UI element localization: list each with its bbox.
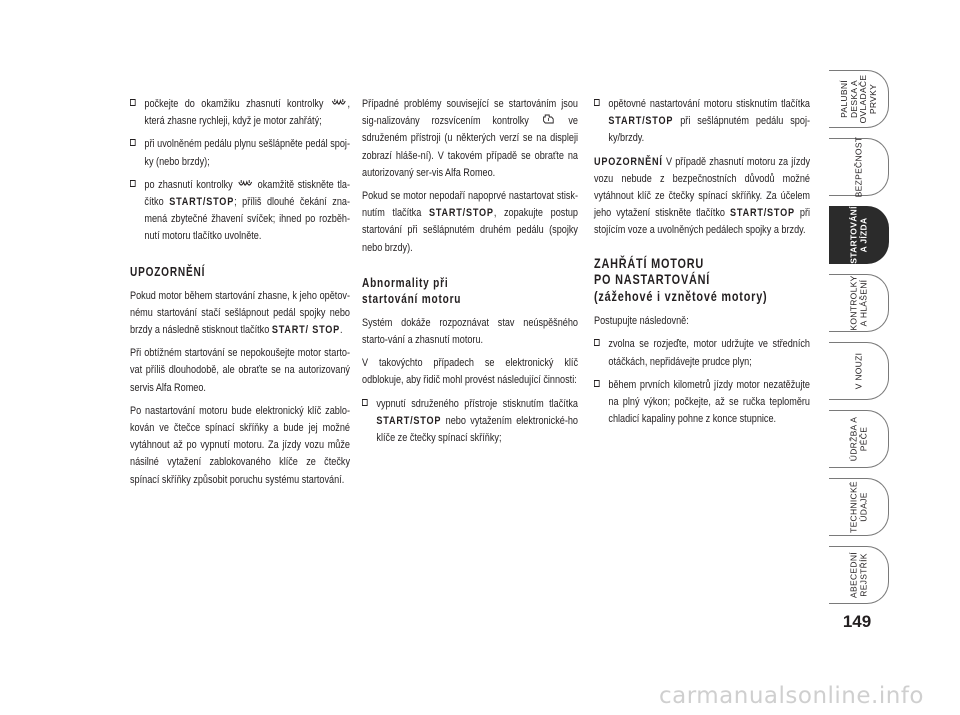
bullet-text: zvolna se rozjeďte, motor udržujte ve středních otáčkách, nepřidávejte prudce plyn; xyxy=(608,338,810,368)
bullet-text: počkejte do okamžiku zhasnutí kontrolky xyxy=(144,98,324,110)
paragraph-text: Případné problémy související se startováním jsou sig-nalizovány rozsvícením kontrolky xyxy=(362,98,578,128)
bullet-item xyxy=(594,377,810,429)
bullet-item xyxy=(594,336,810,370)
bullet-text: okamžitě stiskněte tla-čítko xyxy=(144,178,350,209)
paragraph xyxy=(362,96,578,182)
paragraph: Systém dokáže rozpoznávat stav neúspěšného starto-vání a zhasnutí motoru. xyxy=(362,316,578,347)
checkbox-bullet-icon xyxy=(130,139,136,146)
tab-label: ÚDRŽBA A PÉČE xyxy=(848,416,868,462)
bullet-text: nebo vytažením elektronické-ho klíče ze čtečky spínací skříňky; xyxy=(376,414,578,445)
paragraph-text: , zopakujte postup startování při sešlápnutém druhém pedálu (spojky nebo brzdy). xyxy=(362,207,578,254)
bullet-item xyxy=(362,396,578,448)
glow-plug-icon xyxy=(238,180,252,189)
bullet-text: vypnutí sdruženého přístroje stisknutím tlačítka xyxy=(376,397,578,410)
tab-kontrolky[interactable] xyxy=(829,274,889,332)
button-name: START/STOP xyxy=(169,196,235,209)
heading-line: startování motoru xyxy=(362,291,462,306)
glow-plug-icon xyxy=(331,99,345,108)
column-left xyxy=(130,96,350,495)
checkbox-bullet-icon xyxy=(362,399,368,406)
bullet-item xyxy=(594,96,810,148)
paragraph-text: . xyxy=(340,324,343,337)
paragraph xyxy=(130,288,350,340)
section-heading xyxy=(362,275,578,307)
tab-palubni-deska[interactable] xyxy=(829,70,889,128)
button-name: START/STOP xyxy=(730,207,795,220)
paragraph: V takovýchto případech se elektronický klíč odblokuje, aby řidič mohl provést následující činnosti: xyxy=(362,357,578,387)
bullet-text: opětovné nastartování motoru stisknutím tlačítka xyxy=(608,98,810,110)
tab-label: V NOUZI xyxy=(852,352,863,390)
tab-rejstrik[interactable] xyxy=(829,546,889,604)
checkbox-bullet-icon xyxy=(130,180,136,187)
checkbox-bullet-icon xyxy=(594,99,600,106)
paragraph-text: ve sdruženém přístroji (u některých verzí se na displeji zobrazí hláše-ní). V takovém případě se obraťte na autorizovaný ser-vis Alfa Romeo. xyxy=(362,115,578,179)
checkbox-bullet-icon xyxy=(594,339,600,346)
paragraph xyxy=(362,188,578,257)
bullet-item xyxy=(130,136,350,170)
heading-line: UPOZORNĚNÍ xyxy=(130,264,206,279)
bullet-item xyxy=(130,177,350,246)
paragraph-text: Pokud motor během startování zhasne, k jeho opětov-nému startování stačí sešlápnout pedál spojky nebo brzdy a následně stisknout tlačítko xyxy=(130,289,350,337)
column-right xyxy=(594,96,810,434)
tab-label: PALUBNÍ DESKA A OVLADAČE PRVKY xyxy=(838,74,877,124)
warning-paragraph xyxy=(594,154,810,240)
tab-udrzba[interactable] xyxy=(829,410,889,468)
paragraph: Při obtížném startování se nepokoušejte motor starto-vat příliš dlouhodobě, ale obraťte se na autorizovaný servis Alfa Romeo. xyxy=(130,347,350,394)
checkbox-bullet-icon xyxy=(594,380,600,387)
tab-label: KONTROLKY A HLÁŠENÍ xyxy=(848,275,868,331)
tab-label: BEZPEČNOST xyxy=(852,136,863,198)
button-name: START/STOP xyxy=(428,207,494,220)
button-name: START/STOP xyxy=(608,115,674,128)
paragraph-text: Pokud se motor nepodaří napoprvé nastartovat stisk-nutím tlačítka xyxy=(362,190,578,220)
heading-line: (zážehové i vznětové motory) xyxy=(594,288,768,304)
tab-label: ABECEDNÍ REJSTŘÍK xyxy=(848,552,868,598)
paragraph: Postupujte následovně: xyxy=(594,315,689,328)
warning-label: UPOZORNĚNÍ xyxy=(594,155,663,168)
tab-v-nouzi[interactable] xyxy=(829,342,889,400)
paragraph-text: při stojícím voze a uvolněných pedálech spojky a brzdy. xyxy=(594,207,811,237)
button-name: START/STOP xyxy=(376,414,442,427)
bullet-text: během prvních kilometrů jízdy motor nezatěžujte na plný výkon; počkejte, až se ručka teploměru chladicí kapaliny pohne z konce stupnice. xyxy=(608,378,810,426)
bullet-text: při sešlápnutém pedálu spoj-ky/brzdy. xyxy=(608,115,810,145)
chapter-tabs xyxy=(829,70,889,620)
section-heading xyxy=(130,264,350,280)
heading-line: ZAHŘÁTÍ MOTORU xyxy=(594,255,705,271)
paragraph: Po nastartování motoru bude elektronický klíč zablo-kován ve čtečce spínací skříňky a bude jej možné vytáhnout až po vypnutí motoru. Za jízdy vozu může násilné vytažení zablokovaného klíče ze čtečky spínací skříňky způsobit poruchu systému startování. xyxy=(130,404,350,486)
button-name: START/ STOP xyxy=(271,324,341,337)
bullet-item xyxy=(130,96,350,130)
watermark: carmanualsonline.info xyxy=(658,683,924,709)
tab-technicke-udaje[interactable] xyxy=(829,478,889,536)
page-number: 149 xyxy=(842,612,872,631)
bullet-text: , která zhasne rychleji, když je motor zahřátý; xyxy=(144,98,350,128)
heading-line: Abnormality při xyxy=(362,275,449,290)
bullet-text: po zhasnutí kontrolky xyxy=(144,178,233,191)
tab-bezpecnost[interactable] xyxy=(829,138,889,196)
paragraph-text: V případě zhasnutí motoru za jízdy vozu nebude z bezpečnostních důvodů možné vytáhnout klíč ze čtečky spínací skříňky. Za účelem jeho vytažení stiskněte tlačítko xyxy=(594,155,810,220)
bullet-text: ; příliš dlouhé čekání zna-mená zbytečné žhavení svíček; ihned po rozběh-nutí motoru tlačítko uvolněte. xyxy=(144,196,350,243)
tab-startovani-a-jizda[interactable] xyxy=(829,206,889,264)
engine-fault-icon xyxy=(542,113,555,125)
bullet-text: při uvolněném pedálu plynu sešlápněte pedál spoj-ky (nebo brzdy); xyxy=(144,138,350,168)
section-heading xyxy=(594,256,810,306)
tab-label: STARTOVÁNÍ A JÍZDA xyxy=(848,206,868,264)
checkbox-bullet-icon xyxy=(130,99,136,106)
heading-line: PO NASTARTOVÁNÍ xyxy=(594,272,711,288)
tab-label: TECHNICKÉ ÚDAJE xyxy=(848,481,868,533)
column-middle xyxy=(362,96,578,453)
